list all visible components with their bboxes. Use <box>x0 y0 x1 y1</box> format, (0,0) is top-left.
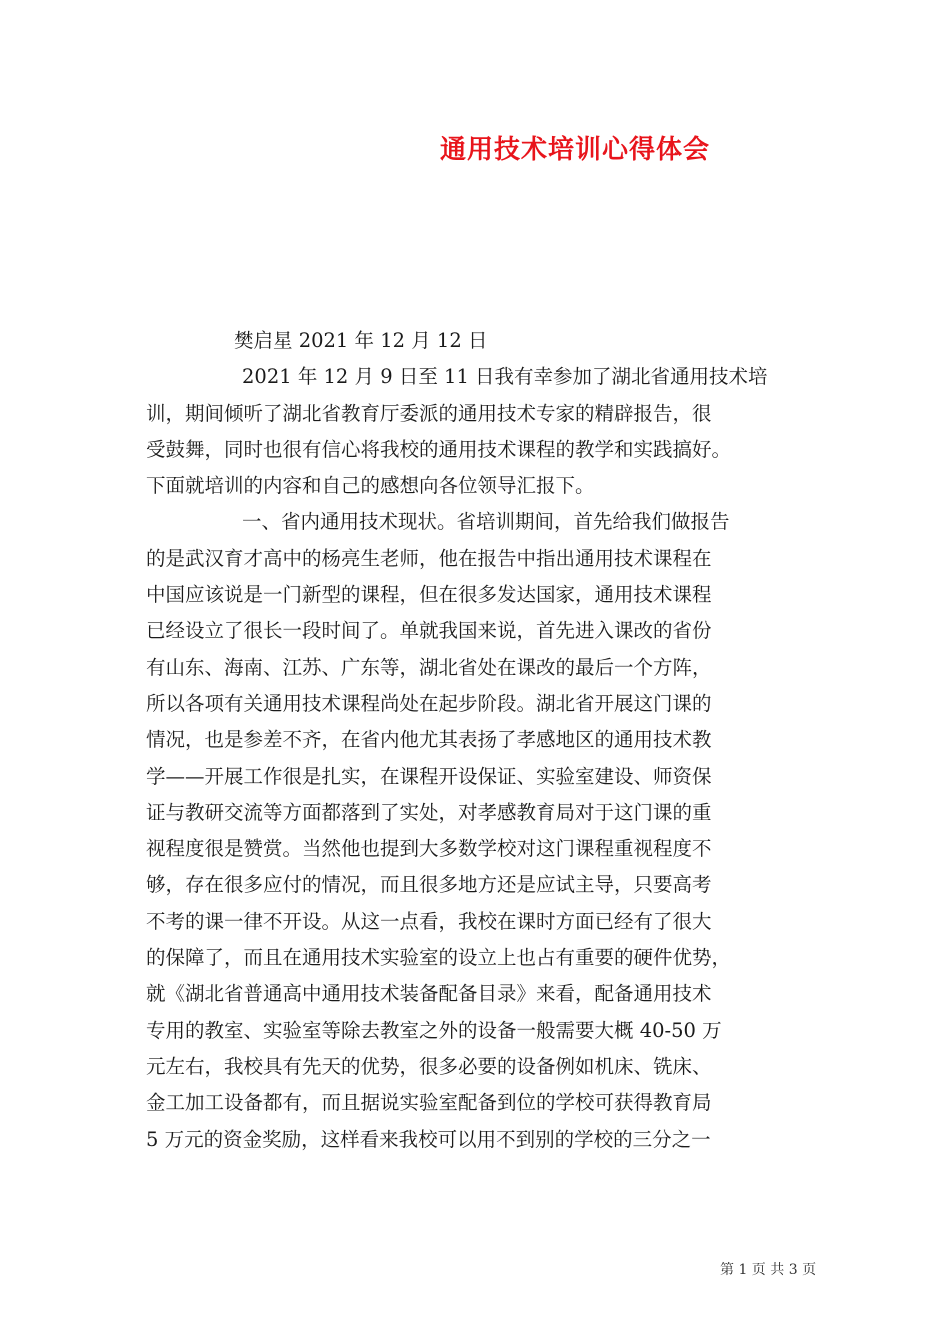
paragraph-line: 所以各项有关通用技术课程尚处在起步阶段。湖北省开展这门课的 <box>146 691 712 715</box>
page-indicator: 第 1 页 共 3 页 <box>720 1262 817 1278</box>
paragraph-line: 一、省内通用技术现状。省培训期间，首先给我们做报告 <box>242 510 730 534</box>
paragraph-line: 的保障了，而且在通用技术实验室的设立上也占有重要的硬件优势， <box>146 946 732 970</box>
paragraph-line: 不考的课一律不开设。从这一点看，我校在课时方面已经有了很大 <box>146 909 712 933</box>
paragraph-line: 的是武汉育才高中的杨亮生老师，他在报告中指出通用技术课程在 <box>146 546 712 570</box>
paragraph-line: 已经设立了很长一段时间了。单就我国来说，首先进入课改的省份 <box>146 619 712 643</box>
paragraph-line: 有山东、海南、江苏、广东等，湖北省处在课改的最后一个方阵， <box>146 655 712 679</box>
paragraph-line: 受鼓舞，同时也很有信心将我校的通用技术课程的教学和实践搞好。 <box>146 437 732 461</box>
paragraph-line: 训，期间倾听了湖北省教育厅委派的通用技术专家的精辟报告，很 <box>146 401 712 425</box>
paragraph-line: 视程度很是赞赏。当然他也提到大多数学校对这门课程重视程度不 <box>146 837 712 861</box>
paragraph-line: 就《湖北省普通高中通用技术装备配备目录》来看，配备通用技术 <box>146 982 712 1006</box>
document-title-text: 通用技术培训心得体会 <box>439 135 710 165</box>
document-body <box>146 323 826 1158</box>
paragraph-line: 情况，也是参差不齐，在省内他尤其表扬了孝感地区的通用技术教 <box>146 728 712 752</box>
paragraph-line: 证与教研交流等方面都落到了实处，对孝感教育局对于这门课的重 <box>146 800 712 824</box>
paragraph-line: 够，存在很多应付的情况，而且很多地方还是应试主导，只要高考 <box>146 873 712 897</box>
paragraph-line: 专用的教室、实验室等除去教室之外的设备一般需要大概 40-50 万 <box>146 1018 722 1042</box>
paragraph-line: 元左右，我校具有先天的优势，很多必要的设备例如机床、铣床、 <box>146 1054 712 1078</box>
paragraph-line: 5 万元的资金奖励，这样看来我校可以用不到别的学校的三分之一 <box>146 1127 711 1151</box>
paragraph-line: 2021 年 12 月 9 日至 11 日我有幸参加了湖北省通用技术培 <box>242 365 768 389</box>
paragraph-line: 中国应该说是一门新型的课程，但在很多发达国家，通用技术课程 <box>146 583 712 607</box>
author-date-line: 樊启星 2021 年 12 月 12 日 <box>234 329 488 352</box>
paragraph-line: 金工加工设备都有，而且据说实验室配备到位的学校可获得教育局 <box>146 1091 712 1115</box>
document-title <box>0 130 950 170</box>
paragraph-line: 学——开展工作很是扎实，在课程开设保证、实验室建设、师资保 <box>146 764 712 788</box>
paragraph-line: 下面就培训的内容和自己的感想向各位领导汇报下。 <box>146 474 595 498</box>
